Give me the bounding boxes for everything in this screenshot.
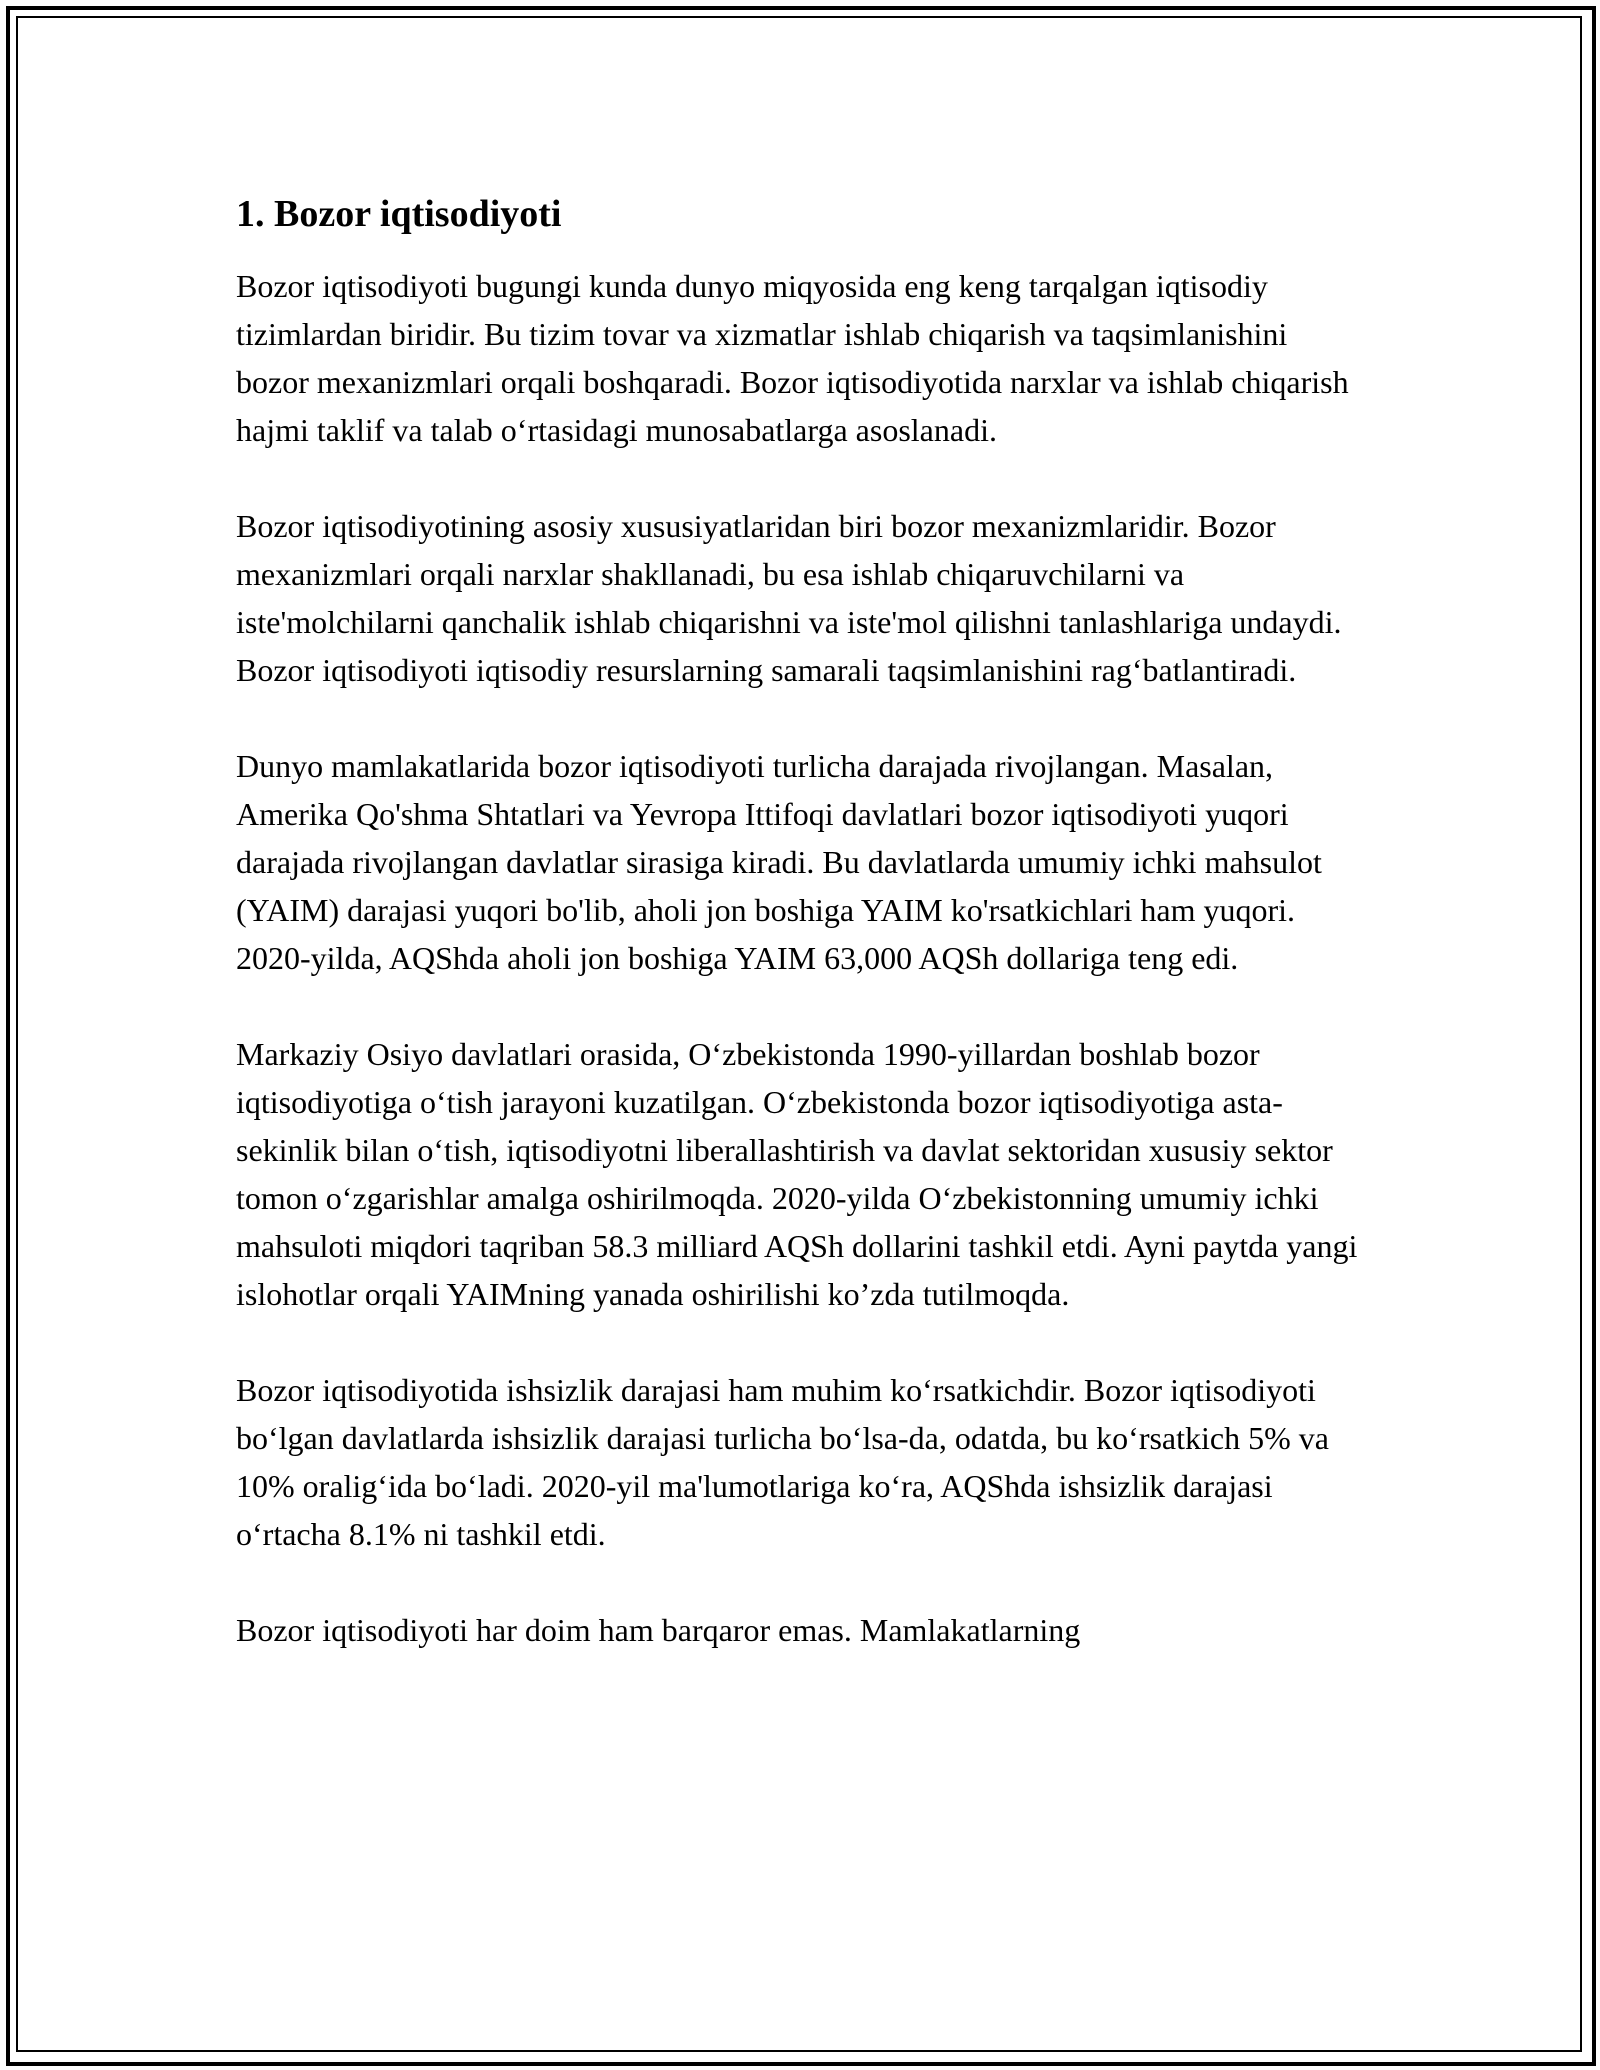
- paragraph-5: Bozor iqtisodiyotida ishsizlik darajasi ham muhim ko‘rsatkichdir. Bozor iqtisodiyoti bo‘lgan davlatlarda ishsizlik darajasi turlicha bo‘lsa-da, odatda, bu ko‘rsatkich 5% va 10% oralig‘ida bo‘ladi. 2020-yil ma'lumotlariga ko‘ra, AQShda ishsizlik darajasi o‘rtacha 8.1% ni tashkil etdi.: [236, 1372, 1329, 1552]
- paragraph-1: Bozor iqtisodiyoti bugungi kunda dunyo miqyosida eng keng tarqalgan iqtisodiy tizimlardan biridir. Bu tizim tovar va xizmatlar ishlab chiqarish va taqsimlanishini bozor mexanizmlari orqali boshqaradi. Bozor iqtisodiyotida narxlar va ishlab chiqarish hajmi taklif va talab o‘rtasidagi munosabatlarga asoslanadi.: [236, 268, 1349, 448]
- paragraph-3: Dunyo mamlakatlarida bozor iqtisodiyoti turlicha darajada rivojlangan. Masalan, Amerika Qo'shma Shtatlari va Yevropa Ittifoqi davlatlari bozor iqtisodiyoti yuqori darajada rivojlangan davlatlar sirasiga kiradi. Bu davlatlarda umumiy ichki mahsulot (YAIM) darajasi yuqori bo'lib, aholi jon boshiga YAIM ko'rsatkichlari ham yuqori. 2020-yilda, AQShda aholi jon boshiga YAIM 63,000 AQSh dollariga teng edi.: [236, 748, 1322, 976]
- paragraph-2: Bozor iqtisodiyotining asosiy xususiyatlaridan biri bozor mexanizmlaridir. Bozor mexanizmlari orqali narxlar shakllanadi, bu esa ishlab chiqaruvchilarni va iste'molchilarni qanchalik ishlab chiqarishni va iste'mol qilishni tanlashlariga undaydi. Bozor iqtisodiyoti iqtisodiy resurslarning samarali taqsimlanishini rag‘batlantiradi.: [236, 508, 1342, 688]
- document-body: [236, 190, 1366, 1702]
- section-title: 1. Bozor iqtisodiyoti: [236, 193, 562, 235]
- paragraph-6: Bozor iqtisodiyoti har doim ham barqaror emas. Mamlakatlarning: [236, 1612, 1081, 1648]
- paragraph-4: Markaziy Osiyo davlatlari orasida, O‘zbekistonda 1990-yillardan boshlab bozor iqtisodiyotiga o‘tish jarayoni kuzatilgan. O‘zbekistonda bozor iqtisodiyotiga asta-sekinlik bilan o‘tish, iqtisodiyotni liberallashtirish va davlat sektoridan xususiy sektor tomon o‘zgarishlar amalga oshirilmoqda. 2020-yilda O‘zbekistonning umumiy ichki mahsuloti miqdori taqriban 58.3 milliard AQSh dollarini tashkil etdi. Ayni paytda yangi islohotlar orqali YAIMning yanada oshirilishi ko’zda tutilmoqda.: [236, 1036, 1358, 1312]
